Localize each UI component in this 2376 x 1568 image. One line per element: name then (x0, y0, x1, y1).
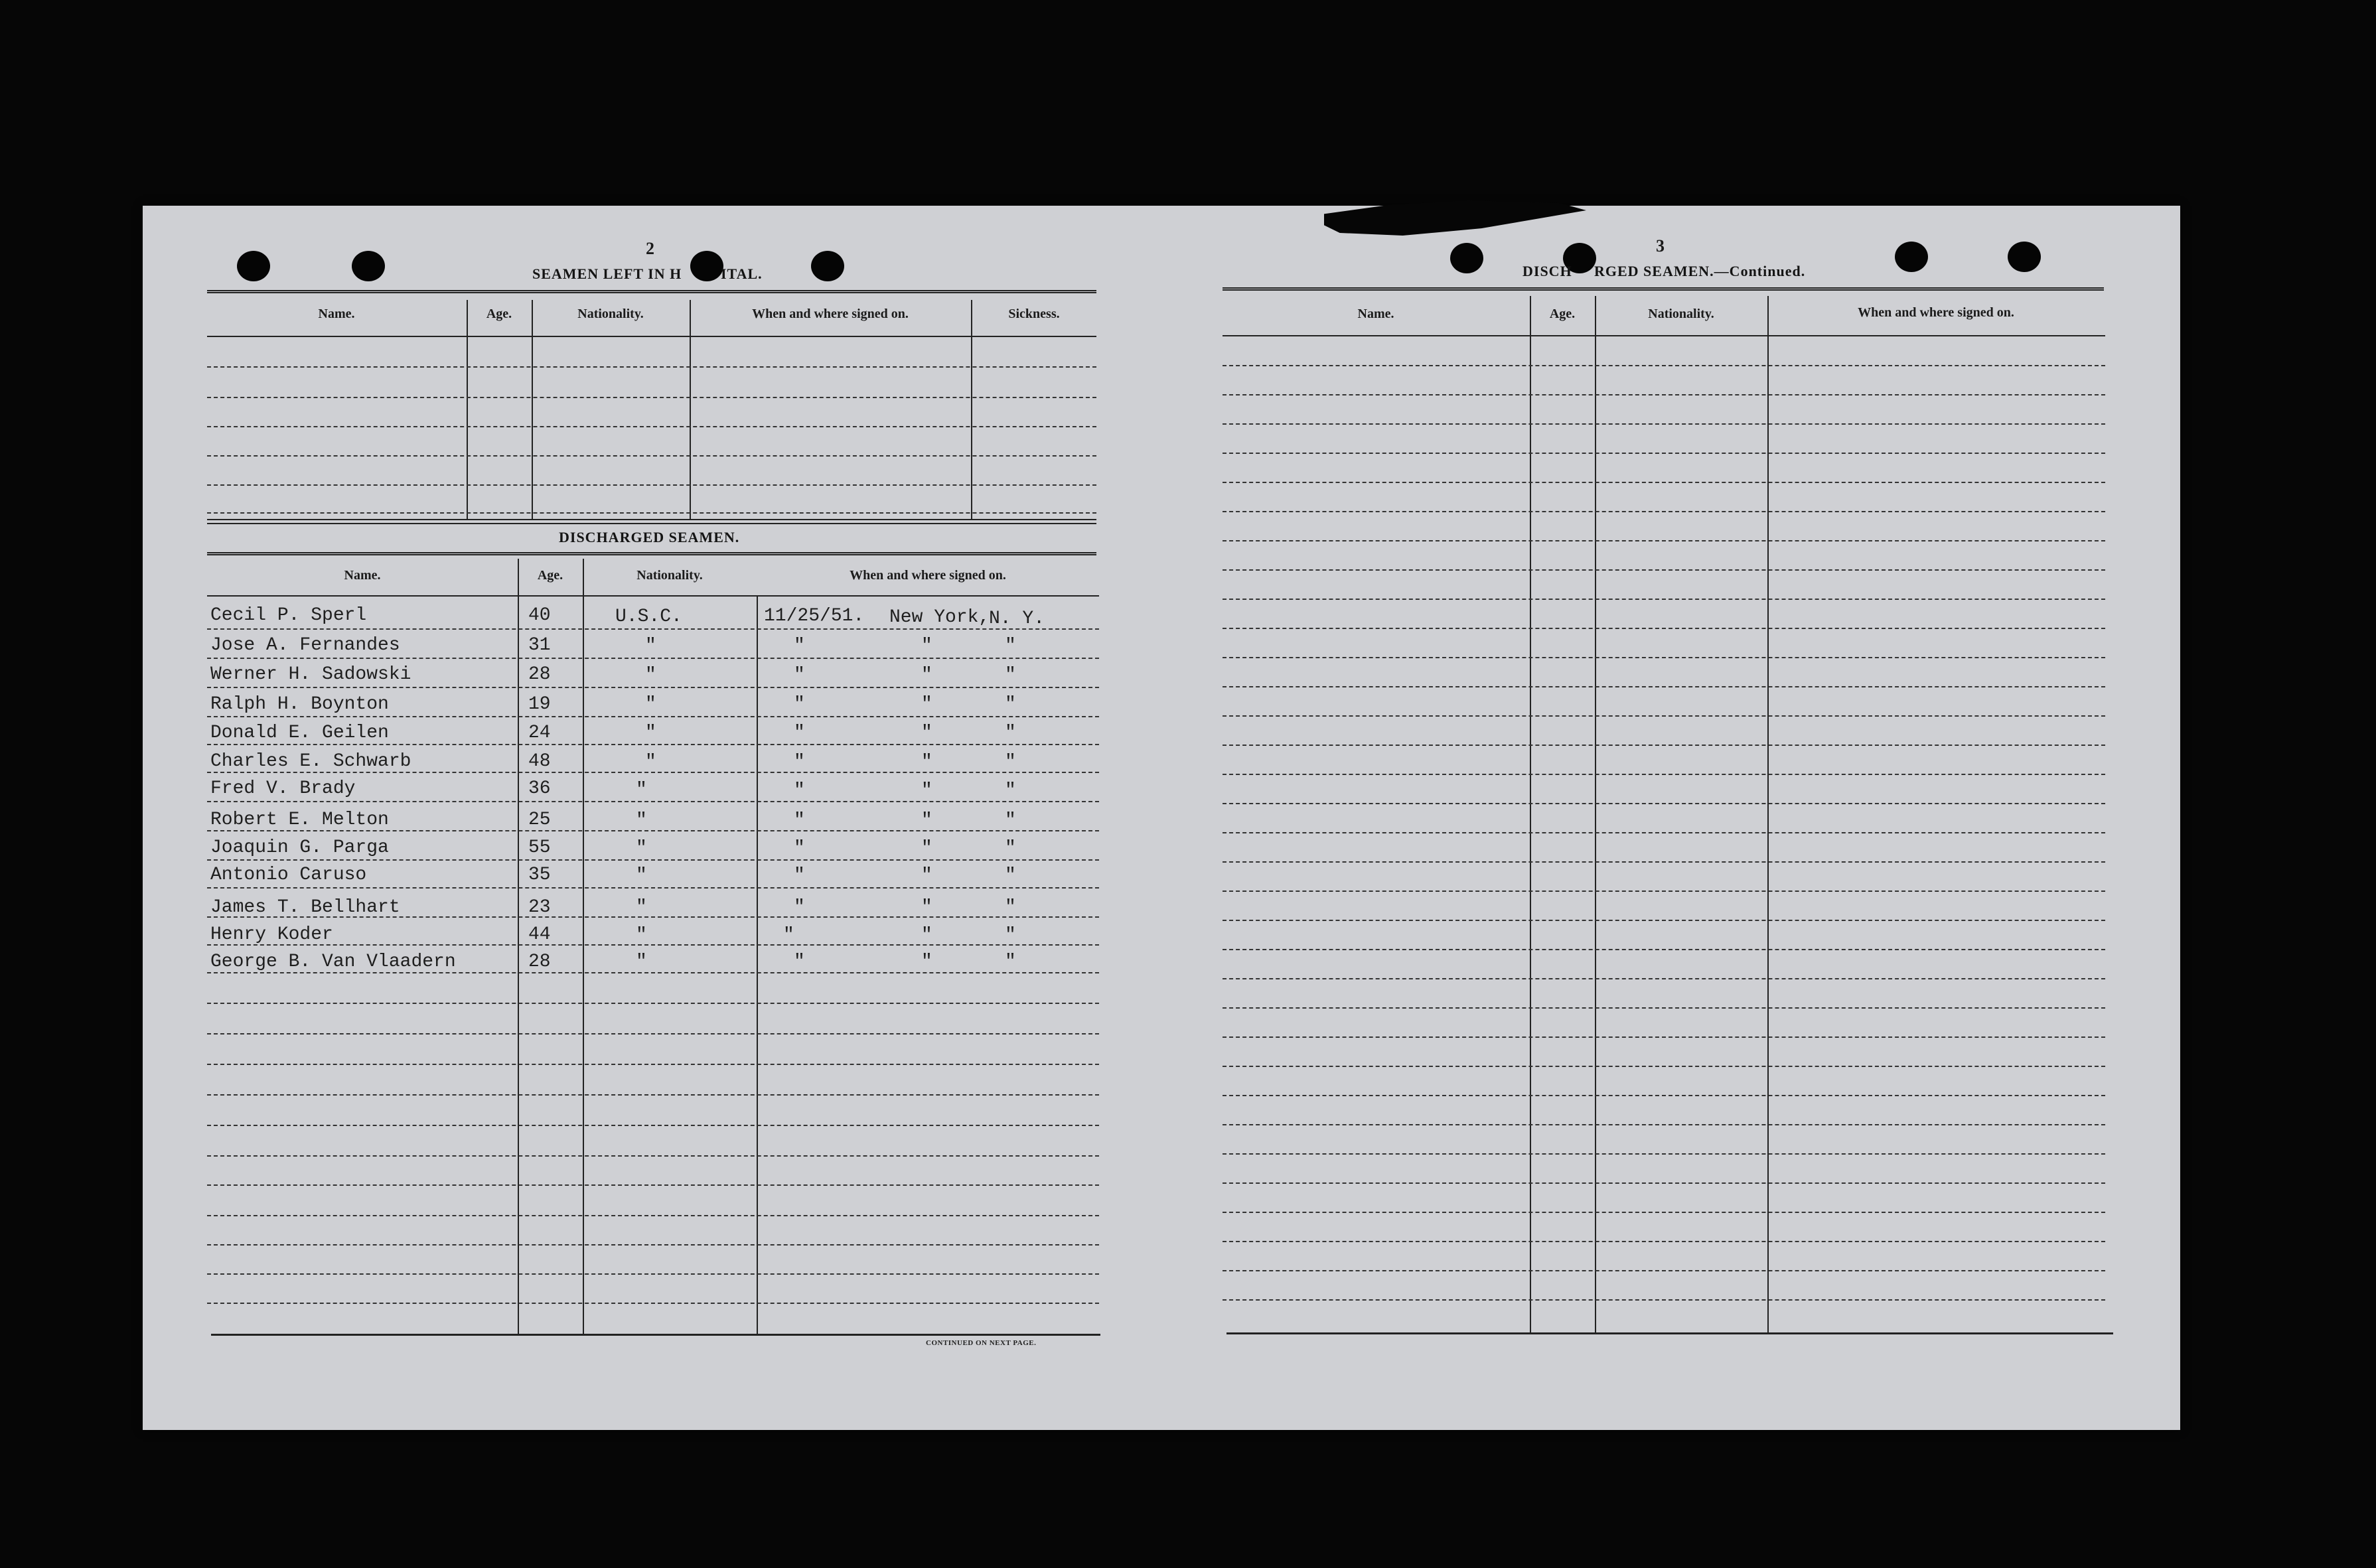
signed-date: " (794, 694, 805, 715)
continued-header-nationality: Nationality. (1648, 307, 1714, 321)
seaman-name: Werner H. Sadowski (210, 664, 411, 685)
rule (207, 595, 1099, 597)
seaman-age: 28 (528, 664, 551, 685)
signed-state: " (1005, 665, 1016, 685)
seaman-nationality: " (636, 897, 647, 918)
page-number: 3 (1656, 236, 1665, 255)
seaman-name: Jose A. Fernandes (210, 635, 400, 656)
signed-city: " (921, 780, 932, 801)
seaman-name: Donald E. Geilen (210, 723, 389, 743)
punch-hole (1450, 243, 1483, 273)
rule (211, 1334, 1100, 1336)
seaman-nationality: " (636, 925, 647, 946)
signed-city: " (921, 636, 932, 656)
signed-state: " (1005, 810, 1016, 831)
column-divider (467, 300, 468, 519)
seaman-nationality: " (645, 665, 656, 685)
continued-note: CONTINUED ON NEXT PAGE. (926, 1339, 1037, 1347)
hospital-header-sickness: Sickness. (1008, 307, 1060, 321)
seaman-age: 31 (528, 635, 551, 656)
signed-date: " (794, 865, 805, 886)
seaman-name: Charles E. Schwarb (210, 751, 411, 772)
column-divider (757, 596, 758, 1334)
signed-state: " (1005, 752, 1016, 772)
seaman-age: 28 (528, 952, 551, 972)
seaman-age: 23 (528, 897, 551, 918)
continued-header-age: Age. (1549, 307, 1576, 321)
seaman-nationality: U.S.C. (615, 606, 682, 627)
column-divider (1767, 296, 1769, 1332)
signed-city: New York, (889, 607, 990, 628)
signed-state: " (1005, 780, 1016, 801)
signed-date: " (794, 780, 805, 801)
rule (207, 290, 1096, 293)
seaman-nationality: " (636, 952, 647, 972)
signed-city: " (921, 865, 932, 886)
column-divider (690, 300, 691, 519)
seaman-name: Ralph H. Boynton (210, 694, 389, 715)
signed-date: 11/25/51. (764, 606, 865, 626)
punch-hole (1895, 242, 1928, 272)
column-divider (971, 300, 972, 519)
continued-header-signed-on: When and where signed on. (1858, 305, 2014, 320)
signed-city: " (921, 838, 932, 859)
signed-state: " (1005, 925, 1016, 946)
signed-state: " (1005, 952, 1016, 972)
signed-date: " (794, 636, 805, 656)
signed-date: " (794, 723, 805, 743)
continued-title-right: RGED SEAMEN.—Continued. (1594, 263, 1806, 279)
column-divider (583, 559, 584, 1334)
punch-hole (811, 251, 844, 281)
column-divider (518, 559, 519, 1334)
hospital-header-nationality: Nationality. (577, 307, 644, 321)
column-divider (1530, 296, 1531, 1332)
rule (207, 552, 1096, 555)
signed-date: " (794, 665, 805, 685)
seaman-age: 25 (528, 810, 551, 830)
rule (207, 336, 1096, 337)
seaman-name: Joaquin G. Parga (210, 837, 389, 858)
signed-date: " (794, 952, 805, 972)
signed-date: " (794, 838, 805, 859)
signed-date: " (783, 925, 794, 946)
discharged-header-age: Age. (537, 568, 563, 583)
signed-state: " (1005, 865, 1016, 886)
seaman-nationality: " (636, 780, 647, 800)
seaman-name: Robert E. Melton (210, 810, 389, 830)
continued-header-name: Name. (1357, 307, 1394, 321)
signed-city: " (921, 752, 932, 772)
hospital-header-signed-on: When and where signed on. (752, 307, 909, 321)
signed-state: " (1005, 636, 1016, 656)
seaman-name: Henry Koder (210, 924, 333, 945)
seaman-nationality: " (645, 723, 656, 743)
discharged-header-nationality: Nationality. (636, 568, 703, 583)
seaman-name: Antonio Caruso (210, 865, 367, 885)
rule (1223, 287, 2104, 291)
seaman-nationality: " (645, 694, 656, 715)
hospital-header-name: Name. (318, 307, 355, 321)
seaman-age: 48 (528, 751, 551, 772)
column-divider (1595, 296, 1596, 1332)
signed-city: " (921, 925, 932, 946)
punch-hole (237, 251, 270, 281)
rule (1223, 335, 2105, 336)
hospital-title-left: SEAMEN LEFT IN H (532, 265, 682, 282)
column-divider (532, 300, 533, 519)
signed-date: " (794, 810, 805, 831)
seaman-age: 36 (528, 778, 551, 799)
signed-state: " (1005, 723, 1016, 743)
seaman-age: 35 (528, 865, 551, 885)
signed-city: " (921, 952, 932, 972)
seaman-nationality: " (645, 752, 656, 772)
signed-date: " (794, 752, 805, 772)
seaman-nationality: " (645, 636, 656, 656)
seaman-name: Cecil P. Sperl (210, 605, 367, 626)
discharged-header-name: Name. (344, 568, 381, 583)
seaman-name: Fred V. Brady (210, 778, 356, 799)
rule (1226, 1332, 2113, 1334)
signed-city: " (921, 897, 932, 918)
signed-city: " (921, 694, 932, 715)
signed-city: " (921, 810, 932, 831)
seaman-age: 55 (528, 837, 551, 858)
seaman-nationality: " (636, 810, 647, 831)
seaman-age: 19 (528, 694, 551, 715)
seaman-age: 24 (528, 723, 551, 743)
signed-city: " (921, 723, 932, 743)
punch-hole (2008, 242, 2041, 272)
hospital-title-right: ITAL. (721, 265, 763, 282)
continued-title-left: DISCH (1522, 263, 1572, 279)
rule (207, 523, 1096, 524)
seaman-age: 44 (528, 924, 551, 945)
document-sheet (143, 206, 2180, 1430)
signed-state: " (1005, 694, 1016, 715)
discharged-header-signed-on: When and where signed on. (850, 568, 1006, 583)
signed-state: N. Y. (989, 608, 1045, 629)
seaman-nationality: " (636, 838, 647, 859)
discharged-title: DISCHARGED SEAMEN. (559, 529, 740, 545)
rule (207, 519, 1096, 520)
seaman-name: James T. Bellhart (210, 897, 400, 918)
signed-date: " (794, 897, 805, 918)
signed-city: " (921, 665, 932, 685)
signed-state: " (1005, 897, 1016, 918)
punch-hole (352, 251, 385, 281)
hospital-header-age: Age. (486, 307, 512, 321)
seaman-name: George B. Van Vlaadern (210, 952, 456, 972)
page-number: 2 (646, 239, 654, 258)
seaman-age: 40 (528, 605, 551, 626)
punch-hole (690, 251, 723, 281)
seaman-nationality: " (636, 865, 647, 886)
signed-state: " (1005, 838, 1016, 859)
